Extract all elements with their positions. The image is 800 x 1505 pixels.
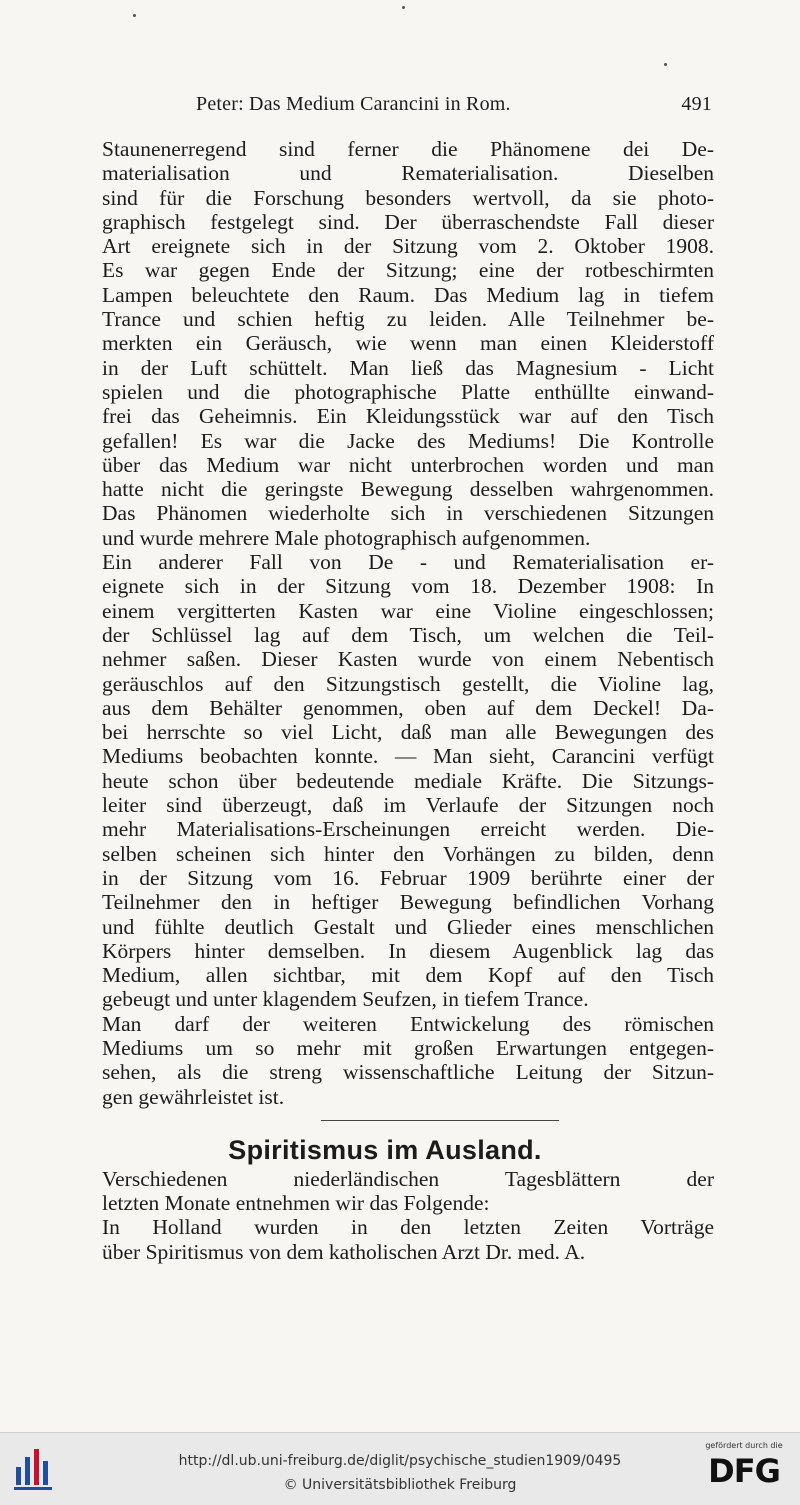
text-line: Teilnehmer den in heftiger Bewegung befindlichen Vorhang — [102, 890, 714, 915]
separator-rule — [321, 1120, 559, 1121]
text-line: Mediums um so mehr mit großen Erwartungen entgegen- — [102, 1035, 714, 1060]
text-line: hatte nicht die geringste Bewegung desselben wahrgenommen. — [102, 477, 714, 502]
text-line: mehr Materialisations-Erscheinungen erreicht werden. Die- — [102, 817, 714, 842]
text-line: Es war gegen Ende der Sitzung; eine der rotbeschirmten — [102, 258, 714, 283]
text-line: Verschiedenen niederländischen Tagesblättern der — [102, 1166, 714, 1191]
text-line: nehmer saßen. Dieser Kasten wurde von einem Nebentisch — [102, 647, 714, 672]
text-line: Man darf der weiteren Entwickelung des römischen — [102, 1011, 714, 1036]
text-line: geräuschlos auf den Sitzungstisch gestellt, die Violine lag, — [102, 671, 714, 696]
text-line: sehen, als die streng wissenschaftliche Leitung der Sitzun- — [102, 1060, 714, 1085]
section-heading: Spiritismus im Ausland. — [228, 1134, 542, 1165]
text-line: graphisch festgelegt sind. Der überraschendste Fall dieser — [102, 209, 714, 234]
text-line: heute schon über bedeutende mediale Kräfte. Die Sitzungs- — [102, 768, 714, 793]
text-line: über das Medium war nicht unterbrochen worden und man — [102, 452, 714, 477]
separator — [56, 1109, 714, 1131]
text-line: materialisation und Rematerialisation. Dieselben — [102, 161, 714, 186]
dfg-sponsor-logo — [696, 1439, 792, 1501]
text-line: über Spiritismus von dem katholischen Arzt Dr. med. A. — [102, 1239, 586, 1264]
text-line: einem vergitterten Kasten war eine Violine eingeschlossen; — [102, 598, 714, 623]
text-line: in der Sitzung vom 16. Februar 1909 berührte einer der — [102, 865, 714, 890]
scan-speck — [664, 63, 667, 66]
text-line: gebeugt und unter klagendem Seufzen, in tiefem Trance. — [102, 987, 589, 1012]
text-line: Das Phänomen wiederholte sich in verschiedenen Sitzungen — [102, 501, 714, 526]
text-line: merkten ein Geräusch, wie wenn man einen Kleiderstoff — [102, 331, 714, 356]
text-line: und wurde mehrere Male photographisch aufgenommen. — [102, 525, 591, 550]
text-line: bei herrschte so viel Licht, daß man alle Bewegungen des — [102, 720, 714, 745]
text-line: frei das Geheimnis. Ein Kleidungsstück war auf den Tisch — [102, 404, 714, 429]
text-line: Mediums beobachten konnte. — Man sieht, Carancini verfügt — [102, 744, 714, 769]
scan-speck — [402, 6, 405, 9]
text-line: gen gewährleistet ist. — [102, 1084, 285, 1109]
text-line: in der Luft schüttelt. Man ließ das Magnesium - Licht — [102, 355, 714, 380]
paragraph-4 — [56, 1167, 714, 1216]
body-text — [56, 137, 714, 1264]
running-header — [196, 92, 712, 116]
paragraph-1 — [56, 137, 714, 550]
paragraph-5 — [56, 1215, 714, 1264]
text-line: Art ereignete sich in der Sitzung vom 2. Oktober 1908. — [102, 234, 714, 259]
text-line: Medium, allen sichtbar, mit dem Kopf auf den Tisch — [102, 963, 714, 988]
text-line: In Holland wurden in den letzten Zeiten Vorträge — [102, 1215, 714, 1240]
source-url-link[interactable]: http://dl.ub.uni-freiburg.de/diglit/psychische_studien1909/0495 — [178, 1453, 622, 1469]
text-line: Trance und schien heftig zu leiden. Alle Teilnehmer be- — [102, 307, 714, 332]
paragraph-2 — [56, 550, 714, 1012]
text-line: gefallen! Es war die Jacke des Mediums! Die Kontrolle — [102, 428, 714, 453]
text-line: der Schlüssel lag auf dem Tisch, um welchen die Teil- — [102, 622, 714, 647]
text-line: Lampen beleuchtete den Raum. Das Medium lag in tiefem — [102, 282, 714, 307]
text-line: und fühlte deutlich Gestalt und Glieder eines menschlichen — [102, 914, 714, 939]
text-line: selben scheinen sich hinter den Vorhängen zu bilden, denn — [102, 841, 714, 866]
sponsor-note: gefördert durch die — [705, 1441, 783, 1450]
text-line: letzten Monate entnehmen wir das Folgende: — [102, 1191, 490, 1216]
paragraph-3 — [56, 1012, 714, 1109]
text-line: leiter sind überzeugt, daß im Verlaufe der Sitzungen noch — [102, 793, 714, 818]
text-line: Körpers hinter demselben. In diesem Augenblick lag das — [102, 938, 714, 963]
running-title: Peter: Das Medium Carancini in Rom. — [196, 93, 511, 115]
text-line: sind für die Forschung besonders wertvoll, da sie photo- — [102, 185, 714, 210]
page-number: 491 — [681, 93, 712, 115]
text-line: Staunenerregend sind ferner die Phänomene dei De- — [102, 137, 714, 161]
viewer-footer — [0, 1432, 800, 1505]
text-line: eignete sich in der Sitzung vom 18. Dezember 1908: In — [102, 574, 714, 599]
scan-speck — [133, 14, 136, 17]
copyright-text: © Universitätsbibliothek Freiburg — [283, 1477, 517, 1493]
text-line: spielen und die photographische Platte enthüllte einwand- — [102, 379, 714, 404]
dfg-logo-text: DFG — [708, 1452, 780, 1490]
text-line: Ein anderer Fall von De - und Rematerialisation er- — [102, 550, 714, 575]
text-line: aus dem Behälter genommen, oben auf dem Deckel! Da- — [102, 695, 714, 720]
